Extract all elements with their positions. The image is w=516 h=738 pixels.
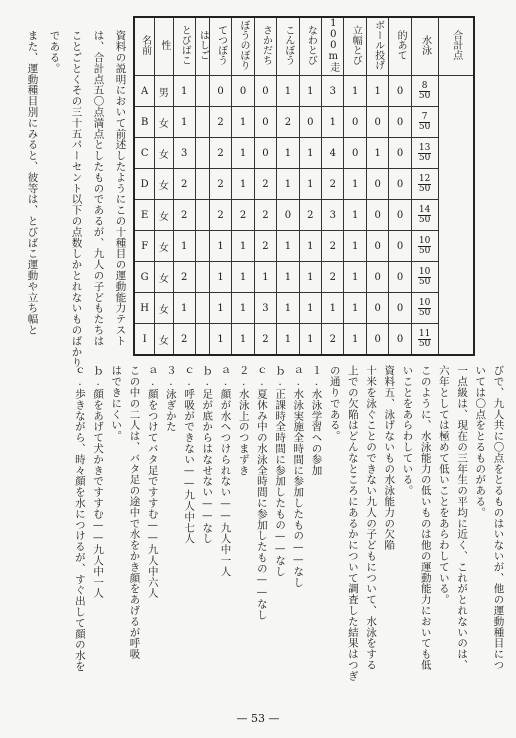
table-cell: 0 — [232, 76, 254, 107]
table-cell: 1 — [232, 138, 254, 169]
text-line: 六年としては極めて低いことをあらわしている。 — [437, 365, 450, 605]
table-cell: 0 — [389, 262, 411, 293]
table-cell: 1 — [344, 324, 366, 356]
table-cell: 0 — [366, 231, 388, 262]
table-cell: 1 — [277, 138, 299, 169]
table-cell — [195, 138, 209, 169]
text-line: 一点級は、現在の三年生の平均に近く、これがとれないのは、 — [456, 365, 469, 671]
table-cell: 2 — [209, 169, 231, 200]
table-cell: 1 — [322, 107, 344, 138]
text-line: ３.泳ぎかた — [164, 365, 177, 432]
table-cell: 1 — [277, 293, 299, 324]
header-label: 名前 — [139, 35, 151, 55]
total-score-cell — [411, 169, 438, 200]
total-score-cell — [411, 76, 438, 107]
table-cell: 1 — [173, 76, 195, 107]
table-cell: 3 — [254, 293, 276, 324]
table-header-cell — [209, 17, 231, 76]
table-cell: 1 — [232, 324, 254, 356]
score-fraction — [418, 299, 431, 318]
table-cell: 0 — [254, 76, 276, 107]
table-row — [134, 107, 474, 138]
header-label: こんぼう — [282, 25, 294, 65]
table-row — [134, 76, 474, 107]
header-label: 水泳 — [419, 35, 431, 55]
score-denominator: 50 — [418, 214, 431, 225]
header-label: さかだち — [260, 25, 272, 65]
text-line: この中の二人は、バタ足の途中で水をかき顔をあげるが呼吸 — [128, 365, 141, 660]
table-cell: 女 — [155, 293, 173, 324]
header-label: とびばこ — [179, 25, 191, 65]
table-cell: 1 — [173, 293, 195, 324]
table-cell: 1 — [344, 293, 366, 324]
total-score-cell — [411, 138, 438, 169]
table-cell — [195, 107, 209, 138]
table-cell — [195, 169, 209, 200]
text-line: 上での欠陥はどんなところにあるかについて調査した結果はつぎ — [346, 365, 359, 682]
table-cell: 2 — [209, 138, 231, 169]
table-cell: 1 — [209, 262, 231, 293]
table-row — [134, 200, 474, 231]
table-cell: 0 — [209, 76, 231, 107]
table-cell — [195, 324, 209, 356]
text-line: ａ.水泳実施全時間に参加したもの——なし — [292, 365, 305, 588]
table-header-cell — [254, 17, 276, 76]
table-cell: 0 — [344, 107, 366, 138]
text-line: ｂ.正課時全時間に参加したもの——なし — [274, 365, 287, 577]
table-cell: 1 — [299, 262, 321, 293]
table-header-row — [134, 17, 474, 76]
table-cell: 0 — [389, 138, 411, 169]
table-header-cell — [173, 17, 195, 76]
table-cell: 2 — [299, 200, 321, 231]
table-cell: 1 — [173, 231, 195, 262]
table-header-cell — [322, 17, 344, 76]
score-numerator: 14 — [418, 204, 431, 215]
table-cell: 1 — [277, 324, 299, 356]
table-cell: 0 — [389, 231, 411, 262]
text-line: いては〇点をとるものがある。 — [474, 365, 487, 518]
score-fraction — [419, 113, 430, 132]
total-score-cell — [411, 200, 438, 231]
table-cell: 4 — [322, 138, 344, 169]
table-cell: 1 — [277, 76, 299, 107]
score-fraction — [418, 175, 431, 194]
table-cell: 2 — [209, 107, 231, 138]
table-cell: 女 — [155, 200, 173, 231]
table-header-cell — [411, 17, 438, 76]
table-cell: 0 — [389, 169, 411, 200]
table-cell: 女 — [155, 107, 173, 138]
text-line: このように、水泳能力の低いものは他の運動能力においても低 — [419, 365, 432, 671]
table-cell: 1 — [366, 138, 388, 169]
text-line: また、運動種目別にみると、彼等は、とびばこ運動や立ち幅と — [26, 30, 39, 336]
text-line: ことごとくその三十五パーセント以下の点数しかとれないものばかり — [70, 30, 83, 368]
table-cell: C — [134, 138, 155, 169]
table-cell: 0 — [366, 200, 388, 231]
table-cell: 1 — [299, 293, 321, 324]
score-fraction — [418, 144, 431, 163]
table-header-cell — [389, 17, 411, 76]
score-fraction — [418, 330, 431, 349]
table-cell: 1 — [344, 169, 366, 200]
table-cell: 1 — [232, 169, 254, 200]
table-cell: 3 — [173, 138, 195, 169]
score-fraction — [418, 237, 431, 256]
table-cell: 1 — [299, 231, 321, 262]
table-cell: 2 — [209, 200, 231, 231]
total-score-cell — [411, 324, 438, 356]
table-cell: G — [134, 262, 155, 293]
table-header-cell — [438, 17, 474, 76]
table-header-cell — [299, 17, 321, 76]
table-cell: 3 — [322, 200, 344, 231]
table-header-cell — [195, 17, 209, 76]
table-cell: 0 — [389, 293, 411, 324]
total-score-cell — [411, 107, 438, 138]
table-cell: H — [134, 293, 155, 324]
score-denominator: 50 — [418, 121, 431, 132]
header-label: 合計点 — [450, 30, 462, 60]
table-cell: 0 — [389, 324, 411, 356]
table-cell: 女 — [155, 138, 173, 169]
table-cell: 2 — [322, 231, 344, 262]
table-cell: 女 — [155, 262, 173, 293]
table-cell: 0 — [277, 200, 299, 231]
text-line: ａ.顔をつけてバタ足ですすむ——九人中六人 — [146, 365, 159, 599]
text-line: ２.水泳上のつまずき — [237, 365, 250, 476]
text-line: 十米を泳ぐことのできない九人の子どもについて、水泳をする — [365, 365, 378, 671]
score-numerator: 10 — [418, 266, 431, 277]
table-header-cell — [134, 17, 155, 76]
table-cell: 2 — [322, 262, 344, 293]
score-denominator: 50 — [418, 90, 431, 101]
table-row — [134, 169, 474, 200]
score-numerator: 8 — [419, 82, 430, 92]
table-cell: 1 — [299, 76, 321, 107]
text-line: 資料の説明において前述したようにこの十種目の運動能力テスト — [114, 30, 127, 347]
table-cell: 1 — [322, 293, 344, 324]
table-cell: 1 — [366, 76, 388, 107]
table-cell: 0 — [366, 262, 388, 293]
table-cell: I — [134, 324, 155, 356]
score-denominator: 50 — [418, 338, 431, 349]
header-label: 100m走 — [327, 18, 339, 72]
table-cell: 2 — [322, 169, 344, 200]
table-header-cell — [277, 17, 299, 76]
table-header-cell — [344, 17, 366, 76]
text-line: いことをあらわしている。 — [401, 365, 414, 496]
table-cell: 0 — [366, 293, 388, 324]
table-cell: 1 — [299, 324, 321, 356]
total-score-cell — [411, 262, 438, 293]
table-cell: 2 — [173, 262, 195, 293]
table-header-cell — [232, 17, 254, 76]
score-numerator: 10 — [418, 235, 431, 246]
table-cell: 1 — [344, 200, 366, 231]
text-line: ａ.顔が水へつけられない——九人中一人 — [219, 365, 232, 577]
score-numerator: 10 — [418, 297, 431, 308]
text-line: は、合計点五〇点満点としたものであるが、九人の子どもたちは — [92, 30, 105, 347]
table-cell: 1 — [209, 231, 231, 262]
table-cell: 女 — [155, 231, 173, 262]
table-cell: 1 — [232, 293, 254, 324]
header-label: なわとび — [305, 25, 317, 65]
text-line: ｂ.顔をあげて犬かきですすむ——九人中一人 — [92, 365, 105, 599]
text-line: 資料五、泳げないもの水泳能力の欠陥 — [383, 365, 396, 551]
table-cell — [195, 200, 209, 231]
table-cell: 1 — [209, 324, 231, 356]
table-row — [134, 324, 474, 356]
table-header-cell — [155, 17, 173, 76]
text-line: ｃ.夏休み中の水泳全時間に参加したもの——なし — [255, 365, 268, 621]
table-cell: 2 — [254, 231, 276, 262]
table-cell: 0 — [366, 324, 388, 356]
table-cell: 1 — [232, 262, 254, 293]
score-denominator: 50 — [418, 152, 431, 163]
score-fraction — [418, 268, 431, 287]
table-cell: 0 — [299, 107, 321, 138]
score-denominator: 50 — [418, 183, 431, 194]
score-fraction — [419, 82, 430, 101]
table-cell: E — [134, 200, 155, 231]
table-cell: A — [134, 76, 155, 107]
score-denominator: 50 — [418, 307, 431, 318]
score-numerator: 7 — [419, 113, 430, 123]
table-cell: 1 — [209, 293, 231, 324]
table-cell — [195, 262, 209, 293]
table-cell: 1 — [299, 169, 321, 200]
score-numerator: 13 — [418, 142, 431, 153]
table-row — [134, 293, 474, 324]
text-line: ｃ.歩きながら、時々顔を水につけるが、すぐ出して顔の水を — [73, 365, 86, 672]
table-cell: 1 — [344, 76, 366, 107]
text-line: はできにくい。 — [110, 365, 123, 442]
text-line: ｃ.呼吸ができない——九人中七人 — [183, 365, 196, 544]
table-cell: D — [134, 169, 155, 200]
table-cell: 0 — [389, 107, 411, 138]
header-label: 立幅とび — [350, 25, 362, 65]
table-row — [134, 138, 474, 169]
table-body — [134, 76, 474, 356]
table-cell: 2 — [254, 324, 276, 356]
table-cell: 1 — [232, 231, 254, 262]
table-cell: 2 — [322, 324, 344, 356]
table-cell — [195, 231, 209, 262]
table-cell: 女 — [155, 324, 173, 356]
score-numerator: 11 — [418, 328, 431, 339]
table-cell: 1 — [277, 169, 299, 200]
table-cell: 0 — [366, 107, 388, 138]
table-row — [134, 262, 474, 293]
total-score-cell — [411, 231, 438, 262]
table-cell: 2 — [173, 324, 195, 356]
score-denominator: 50 — [418, 245, 431, 256]
header-label: ぼうのぼり — [238, 20, 249, 70]
text-line: びで、九人共に〇点をとるものはいないが、他の運動種目につ — [492, 365, 505, 671]
score-fraction — [418, 206, 431, 225]
table-cell: 1 — [299, 138, 321, 169]
table-cell: 1 — [344, 262, 366, 293]
total-score-cell — [411, 293, 438, 324]
table-cell: 0 — [366, 169, 388, 200]
table-cell: 2 — [254, 169, 276, 200]
text-line: ｂ.足が底からはなせない——なし — [201, 365, 214, 544]
header-label: ボール投げ — [372, 20, 384, 70]
table-cell: 1 — [277, 231, 299, 262]
score-denominator: 50 — [418, 276, 431, 287]
table-cell: 2 — [254, 200, 276, 231]
table-cell: 2 — [173, 200, 195, 231]
text-line: の通りである。 — [328, 365, 341, 442]
table-row — [134, 231, 474, 262]
header-label: はしご — [197, 30, 209, 60]
header-label: 性 — [158, 40, 170, 50]
text-line: １.水泳学習への参加 — [310, 365, 323, 476]
table-cell: 女 — [155, 169, 173, 200]
text-line: である。 — [48, 30, 61, 74]
table-cell: B — [134, 107, 155, 138]
header-label: 的あて — [395, 30, 407, 60]
table-cell: F — [134, 231, 155, 262]
table-cell: 1 — [173, 107, 195, 138]
header-label: てつぼう — [215, 25, 227, 65]
ability-table — [133, 16, 475, 356]
table-cell: 0 — [389, 200, 411, 231]
table-cell: 0 — [344, 138, 366, 169]
table-cell: 0 — [254, 107, 276, 138]
page-number: — 53 — — [236, 712, 280, 725]
table-cell: 1 — [344, 231, 366, 262]
table-cell — [195, 293, 209, 324]
table-cell: 1 — [254, 262, 276, 293]
table-cell — [195, 76, 209, 107]
table-cell: 1 — [232, 107, 254, 138]
table-cell: 3 — [322, 76, 344, 107]
table-header-cell — [366, 17, 388, 76]
table-cell: 1 — [277, 262, 299, 293]
table-cell: 0 — [389, 76, 411, 107]
table-cell: 男 — [155, 76, 173, 107]
score-numerator: 12 — [418, 173, 431, 184]
table-cell: 2 — [277, 107, 299, 138]
table-cell: 0 — [254, 138, 276, 169]
table-cell: 2 — [232, 200, 254, 231]
table-cell: 2 — [173, 169, 195, 200]
